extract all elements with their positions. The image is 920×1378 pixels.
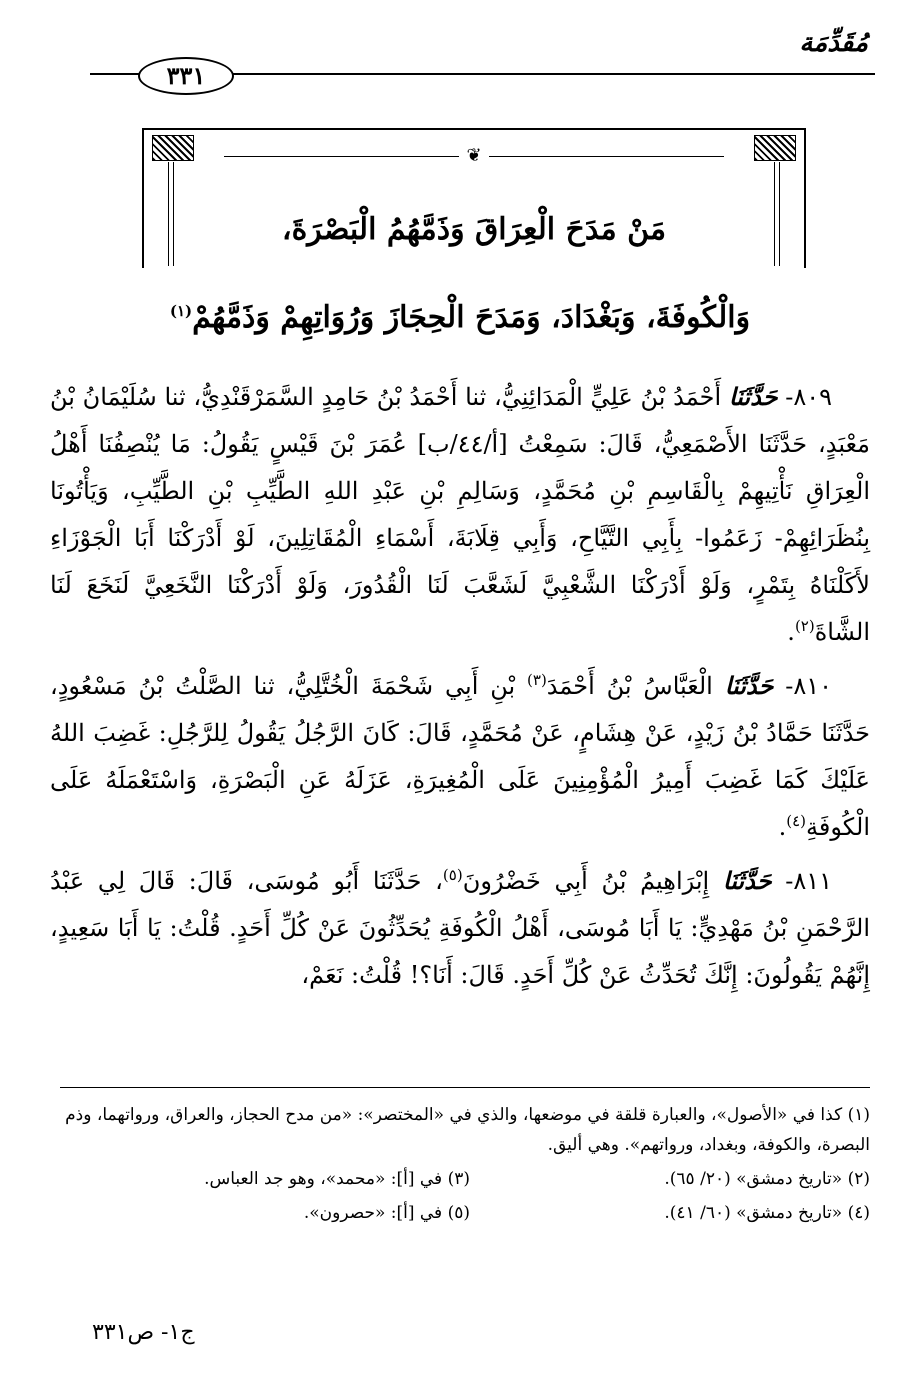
footnote-ref-1: (١) (169, 302, 193, 320)
narration-word: حَدَّثَنَا (722, 866, 772, 895)
footnote-5: (٥) في [أ]: «حصرون». (303, 1203, 470, 1223)
left-column-shaft (168, 162, 174, 266)
right-column-capital-ornament (754, 135, 796, 161)
print-signature: ج١- ص٣٣١ (92, 1320, 195, 1345)
chapter-title: مَنْ مَدَحَ الْعِرَاقَ وَذَمَّهُمُ الْبَصْرَةَ، (281, 212, 667, 247)
hadith-text: إِبْرَاهِيمُ بْنُ أَبِي خَضْرُونَ (462, 867, 710, 895)
hadith-number: ٨١١- (785, 867, 832, 895)
left-column-capital-ornament (152, 135, 194, 161)
footnote-2: (٢) «تاريخ دمشق» (٢٠/ ٦٥). (664, 1169, 870, 1189)
narration-word: حَدَّثَنَا (728, 382, 778, 411)
hadith-810 (50, 662, 870, 851)
hadith-809 (50, 373, 870, 656)
footnote-ref-4: (٤) (786, 812, 807, 830)
footnote-row (50, 1164, 870, 1194)
narration-word: حَدَّثَنَا (724, 671, 774, 700)
footnote-ref-5: (٥) (442, 866, 463, 884)
floral-ornament-icon: ❦ (459, 145, 489, 167)
footnote-rule (60, 1087, 870, 1088)
running-title: مُقَدِّمَة (799, 28, 868, 58)
footnote-ref-3: (٣) (527, 671, 547, 689)
hadith-number: ٨١٠- (785, 672, 832, 700)
footnote-1: (١) كذا في «الأصول»، والعبارة قلقة في موضعها، والذي في «المختصر»: «من مدح الحجاز، والعراق، ورواتهما، وذم البصرة، والكوفة، وبغداد، ورواتهم». وهي أليق. (65, 1105, 870, 1155)
hadith-end: . (787, 618, 795, 646)
footnotes (50, 1100, 870, 1232)
main-text (50, 373, 870, 1005)
hadith-end: . (778, 813, 787, 841)
hadith-number: ٨٠٩- (785, 383, 832, 411)
right-column-shaft (774, 162, 780, 266)
hadith-text: ، حَدَّثَنَا أَبُو مُوسَى، قَالَ: قَالَ لِي عَبْدُ الرَّحْمَنِ بْنُ مَهْدِيٍّ: يَا أَبَا مُوسَى، أَهْلُ الْكُوفَةِ يُحَدِّثُونَ عَنْ كُلِّ أَحَدٍ. قُلْتُ: يَا أَبَا سَعِيدٍ، إِنَّهُمْ يَقُولُونَ: إِنَّكَ تُحَدِّثُ عَنْ كُلِّ أَحَدٍ. قَالَ: أَنَا؟! قُلْتُ: نَعَمْ، (50, 867, 870, 989)
page-number-badge: ٣٣١ (138, 57, 234, 95)
chapter-subtitle-text: وَالْكُوفَةَ، وَبَغْدَادَ، وَمَدَحَ الْحِجَازَ وَرُوَاتِهِمْ وَذَمَّهُمْ (192, 300, 751, 335)
chapter-subtitle (90, 300, 830, 335)
hadith-text: الْعَبَّاسُ بْنُ أَحْمَدَ (546, 672, 713, 700)
footnote-ref-2: (٢) (794, 617, 815, 635)
hadith-text: أَحْمَدُ بْنُ عَلِيٍّ الْمَدَائِنِيُّ، ثنا أَحْمَدُ بْنُ حَامِدٍ السَّمَرْقَنْدِيُّ، ثنا سُلَيْمَانُ بْنُ مَعْبَدٍ، حَدَّثَنَا الأَصْمَعِيُّ، قَالَ: سَمِعْتُ [أ/٤٤/ب] عُمَرَ بْنَ قَيْسٍ يَقُولُ: مَا يُنْصِفُنَا أَهْلُ الْعِرَاقِ نَأْتِيهِمْ بِالْقَاسِمِ بْنِ مُحَمَّدٍ، وَسَالِمِ بْنِ عَبْدِ اللهِ الطَّيِّبِ بْنِ الطَّيِّبِ، وَيَأْتُونَا بِنُظَرَائِهِمْ- زَعَمُوا- بِأَبِي التَّيَّاحِ، وَأَبِي قِلَابَةَ، أَسْمَاءِ الْمُقَاتِلِينَ، لَوْ أَدْرَكْنَا أَبَا الْجَوْزَاءِ لأَكَلْنَاهُ بِتَمْرٍ، وَلَوْ أَدْرَكْنَا الشَّعْبِيَّ لَشَعَّبَ لَنَا الْقُدُورَ، وَلَوْ أَدْرَكْنَا النَّخَعِيَّ لَنَخَعَ لَنَا الشَّاةَ (50, 383, 871, 646)
footnote-row (50, 1198, 870, 1228)
hadith-811 (50, 857, 870, 999)
footnote-3: (٣) في [أ]: «محمد»، وهو جد العباس. (204, 1169, 470, 1189)
chapter-frame (142, 128, 806, 268)
hadith-text: بْنِ أَبِي شَحْمَةَ الْخُتَّلِيُّ، ثنا الصَّلْتُ بْنُ مَسْعُودٍ، حَدَّثَنَا حَمَّادُ بْنُ زَيْدٍ، عَنْ هِشَامٍ، عَنْ مُحَمَّدٍ، قَالَ: كَانَ الرَّجُلُ يَقُولُ لِلرَّجُلِ: غَضِبَ اللهُ عَلَيْكَ كَمَا غَضِبَ أَمِيرُ الْمُؤْمِنِينَ عَلَى الْمُغِيرَةِ، عَزَلَهُ عَنِ الْبَصْرَةِ، وَاسْتَعْمَلَهُ عَلَى الْكُوفَةِ (50, 672, 871, 841)
footnote-4: (٤) «تاريخ دمشق» (٦٠/ ٤١). (664, 1203, 870, 1223)
